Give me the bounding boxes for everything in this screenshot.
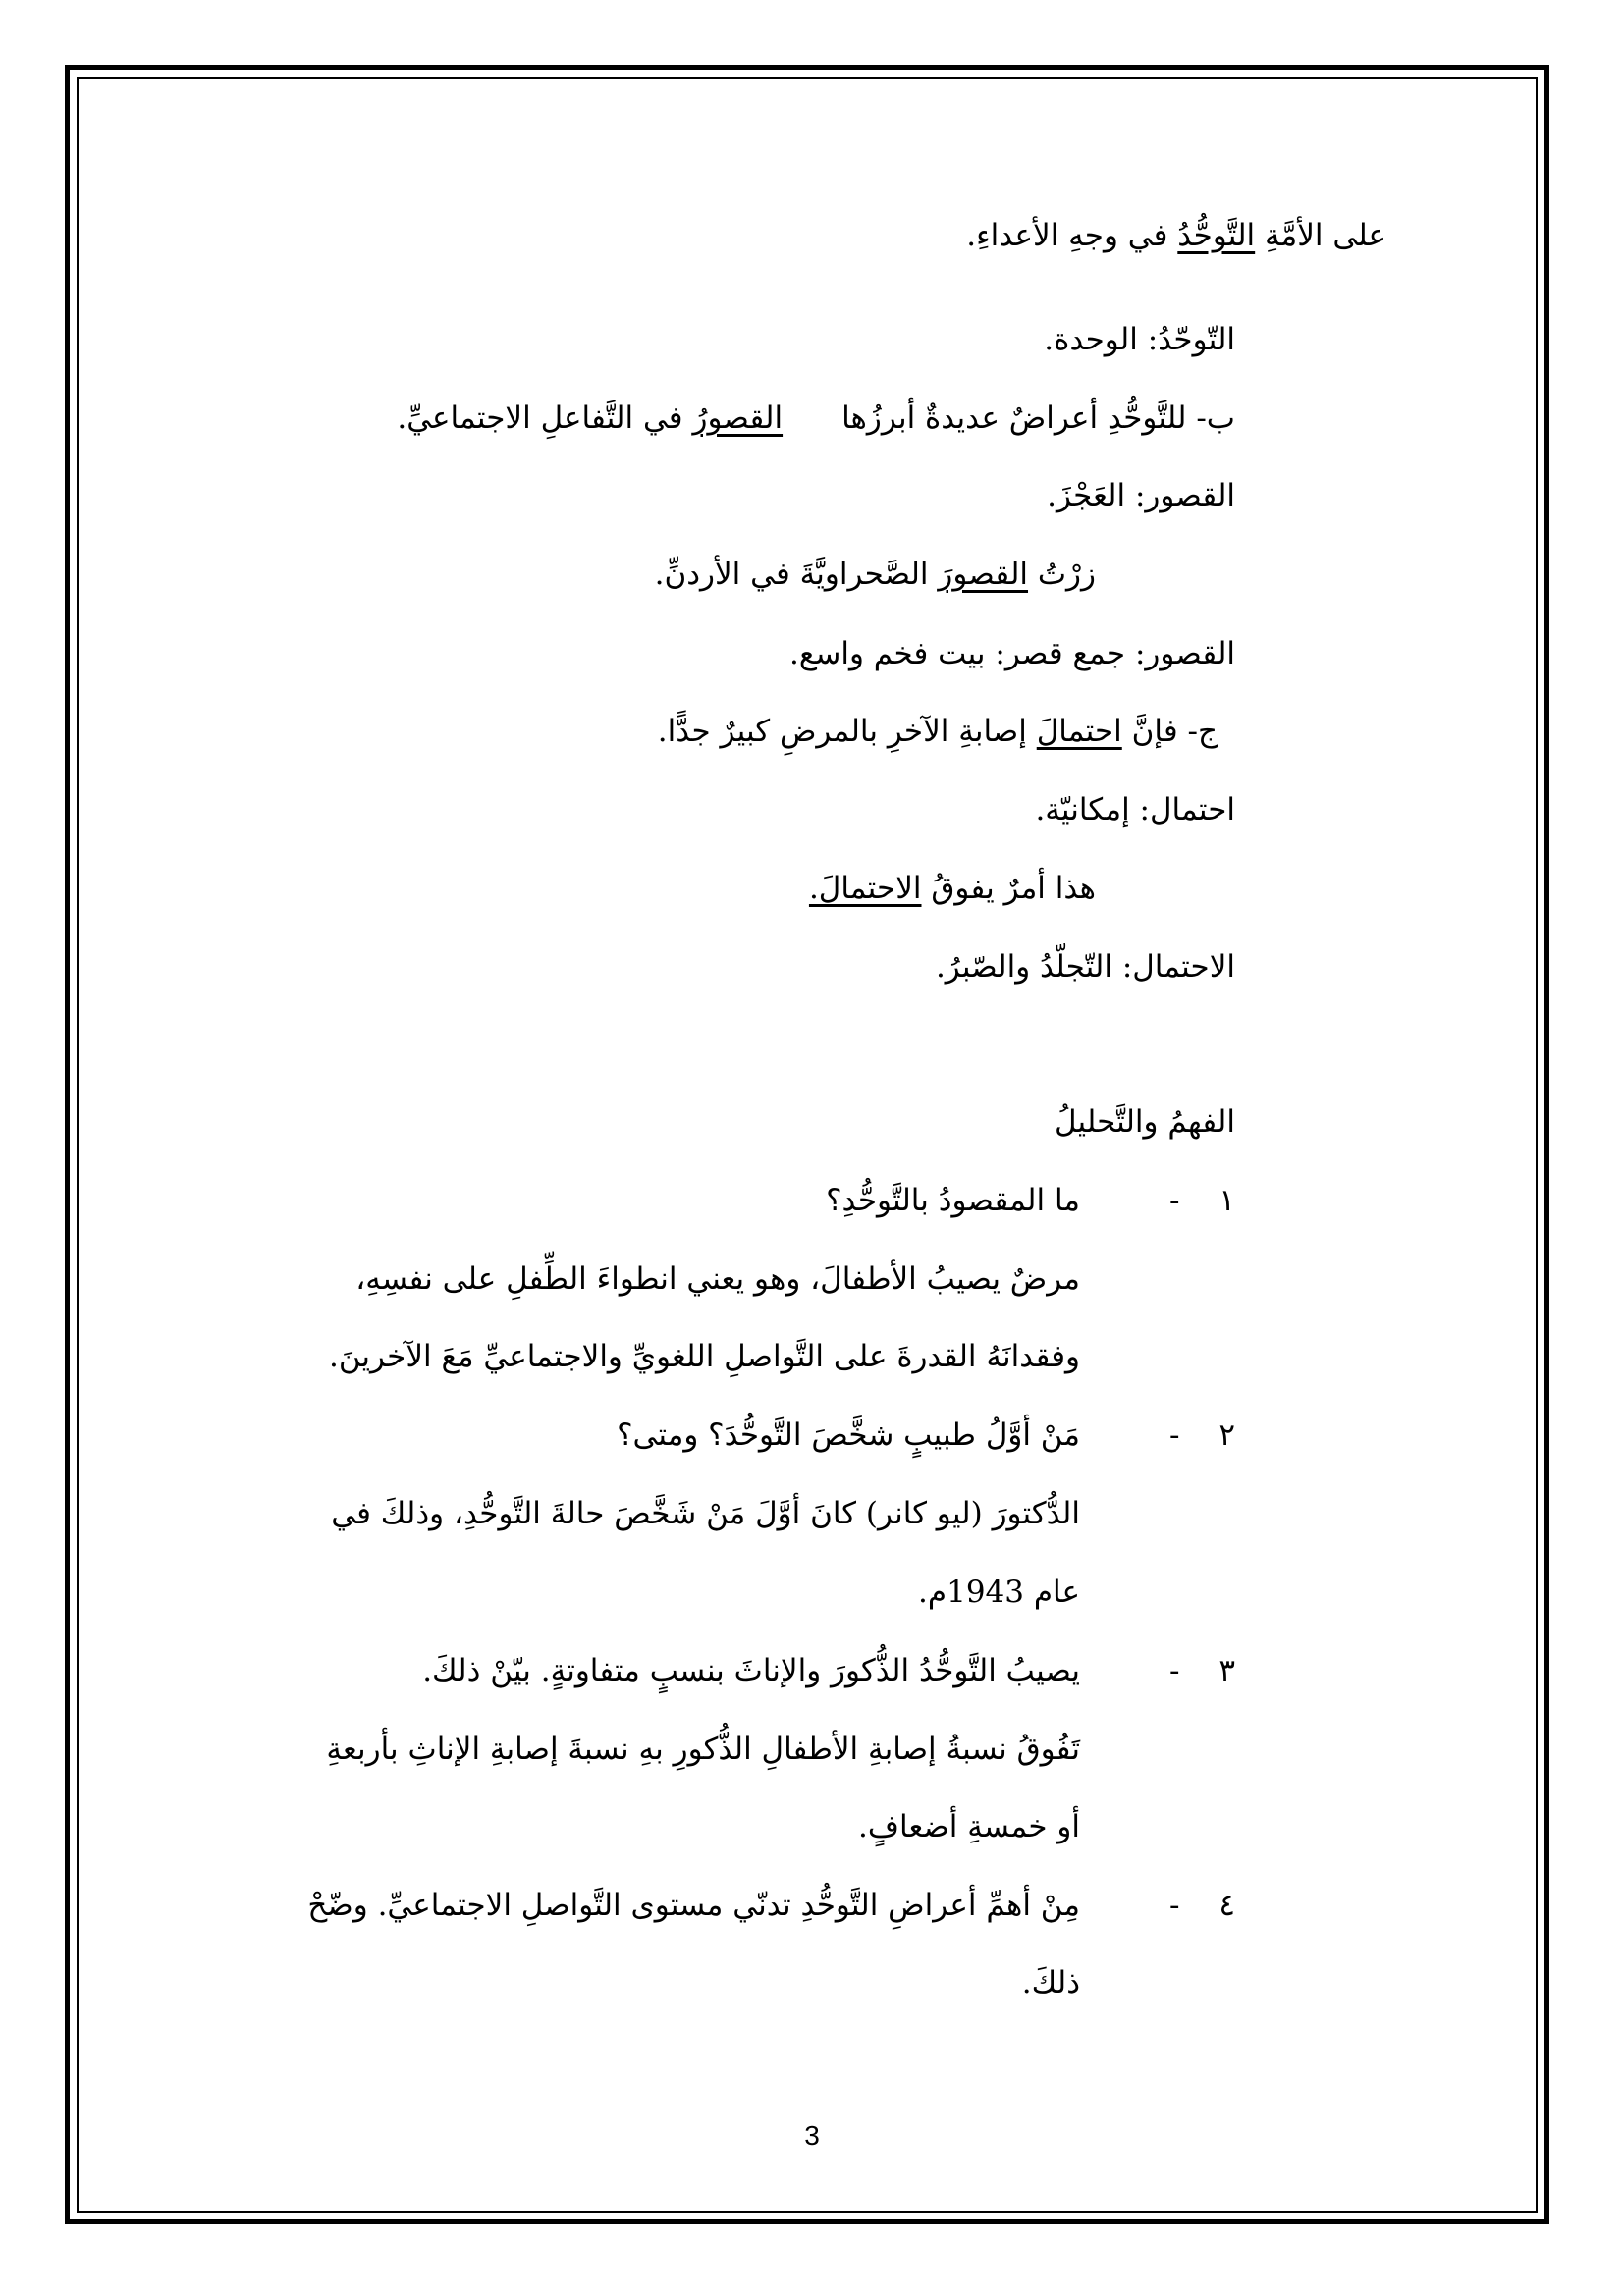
vocab-line-3 bbox=[397, 399, 1235, 438]
underlined-word: احتمالَ bbox=[1036, 714, 1122, 749]
vocab-line-7 bbox=[658, 712, 1218, 751]
vocab-line-9 bbox=[809, 869, 1096, 908]
vocab-line-1 bbox=[966, 216, 1386, 255]
question-number: ١ bbox=[1218, 1183, 1235, 1218]
section-title: الفهمُ والتَّحليلُ bbox=[1054, 1104, 1235, 1140]
vocab-line-4: القصور: العَجْزَ. bbox=[1047, 478, 1235, 513]
answer-line: أو خمسةِ أضعافٍ. bbox=[858, 1809, 1080, 1844]
underlined-word: القصورَ bbox=[938, 557, 1029, 592]
vocab-line-6: القصور: جمع قصر: بيت فخم واسع. bbox=[789, 636, 1235, 671]
text: إصابةِ الآخرِ بالمرضِ كبيرٌ جدًّا. bbox=[657, 714, 1037, 749]
question-dash: - bbox=[1169, 1417, 1180, 1453]
question-number: ٤ bbox=[1218, 1888, 1235, 1923]
question-number: ٣ bbox=[1218, 1653, 1235, 1688]
page-number: 3 bbox=[804, 2120, 820, 2151]
vocab-line-10: الاحتمال: التّجلّدُ والصّبرُ. bbox=[935, 949, 1235, 985]
answer-line: تَفُوقُ نسبةُ إصابةِ الأطفالِ الذُّكورِ بهِ نسبةَ إصابةِ الإناثِ بأربعةِ bbox=[326, 1732, 1080, 1767]
vocab-line-8: احتمال: إمكانيّة. bbox=[1035, 792, 1235, 828]
text: هذا أمرٌ يفوقُ bbox=[921, 871, 1096, 906]
question-number: ٢ bbox=[1218, 1417, 1235, 1453]
question-dash: - bbox=[1169, 1888, 1180, 1923]
text: الصَّحراويَّةَ في الأردنِّ. bbox=[654, 557, 939, 592]
text: في التَّفاعلِ الاجتماعيِّ. bbox=[397, 400, 693, 436]
vocab-line-5 bbox=[655, 555, 1096, 594]
underlined-word: القصورُ bbox=[692, 400, 784, 436]
question-dash: - bbox=[1169, 1183, 1180, 1218]
answer-line: عام 1943م. bbox=[918, 1575, 1080, 1610]
question-text: مِنْ أهمِّ أعراضِ التَّوحُّدِ تدنّي مستوى التَّواصلِ الاجتماعيِّ. وضّحْ bbox=[307, 1888, 1080, 1923]
text: زرْتُ bbox=[1028, 557, 1096, 592]
question-text: ما المقصودُ بالتَّوحُّدِ؟ bbox=[826, 1183, 1080, 1218]
vocab-line-2: التّوحّدُ: الوحدة. bbox=[1044, 322, 1235, 357]
text: في وجهِ الأعداءِ. bbox=[966, 218, 1178, 253]
text: على الأمَّةِ bbox=[1255, 218, 1386, 253]
underlined-word: الاحتمالَ. bbox=[808, 871, 922, 906]
answer-line: الدُّكتورَ (ليو كانر) كانَ أوَّلَ مَنْ شَخَّصَ حالةَ التَّوحُّدِ، وذلكَ في bbox=[331, 1496, 1080, 1531]
question-text: مَنْ أوَّلُ طبيبٍ شخَّصَ التَّوحُّدَ؟ ومتى؟ bbox=[617, 1417, 1080, 1453]
answer-line: وفقدانَهُ القدرةَ على التَّواصلِ اللغويِّ والاجتماعيِّ مَعَ الآخرينَ. bbox=[328, 1339, 1080, 1374]
question-text: يصيبُ التَّوحُّدُ الذُّكورَ والإناثَ بنسبٍ متفاوتةٍ. بيّنْ ذلكَ. bbox=[422, 1653, 1080, 1688]
text: ج- فإنَّ bbox=[1121, 714, 1218, 749]
underlined-word: التَّوحُّدُ bbox=[1177, 218, 1256, 253]
text: ب- للتَّوحُّدِ أعراضٌ عديدةٌ أبرزُها bbox=[841, 400, 1235, 436]
answer-line: مرضٌ يصيبُ الأطفالَ، وهو يعني انطواءَ الطِّفلِ على نفسِهِ، bbox=[355, 1261, 1080, 1297]
question-dash: - bbox=[1169, 1653, 1180, 1688]
answer-line: ذلكَ. bbox=[1021, 1965, 1080, 2001]
